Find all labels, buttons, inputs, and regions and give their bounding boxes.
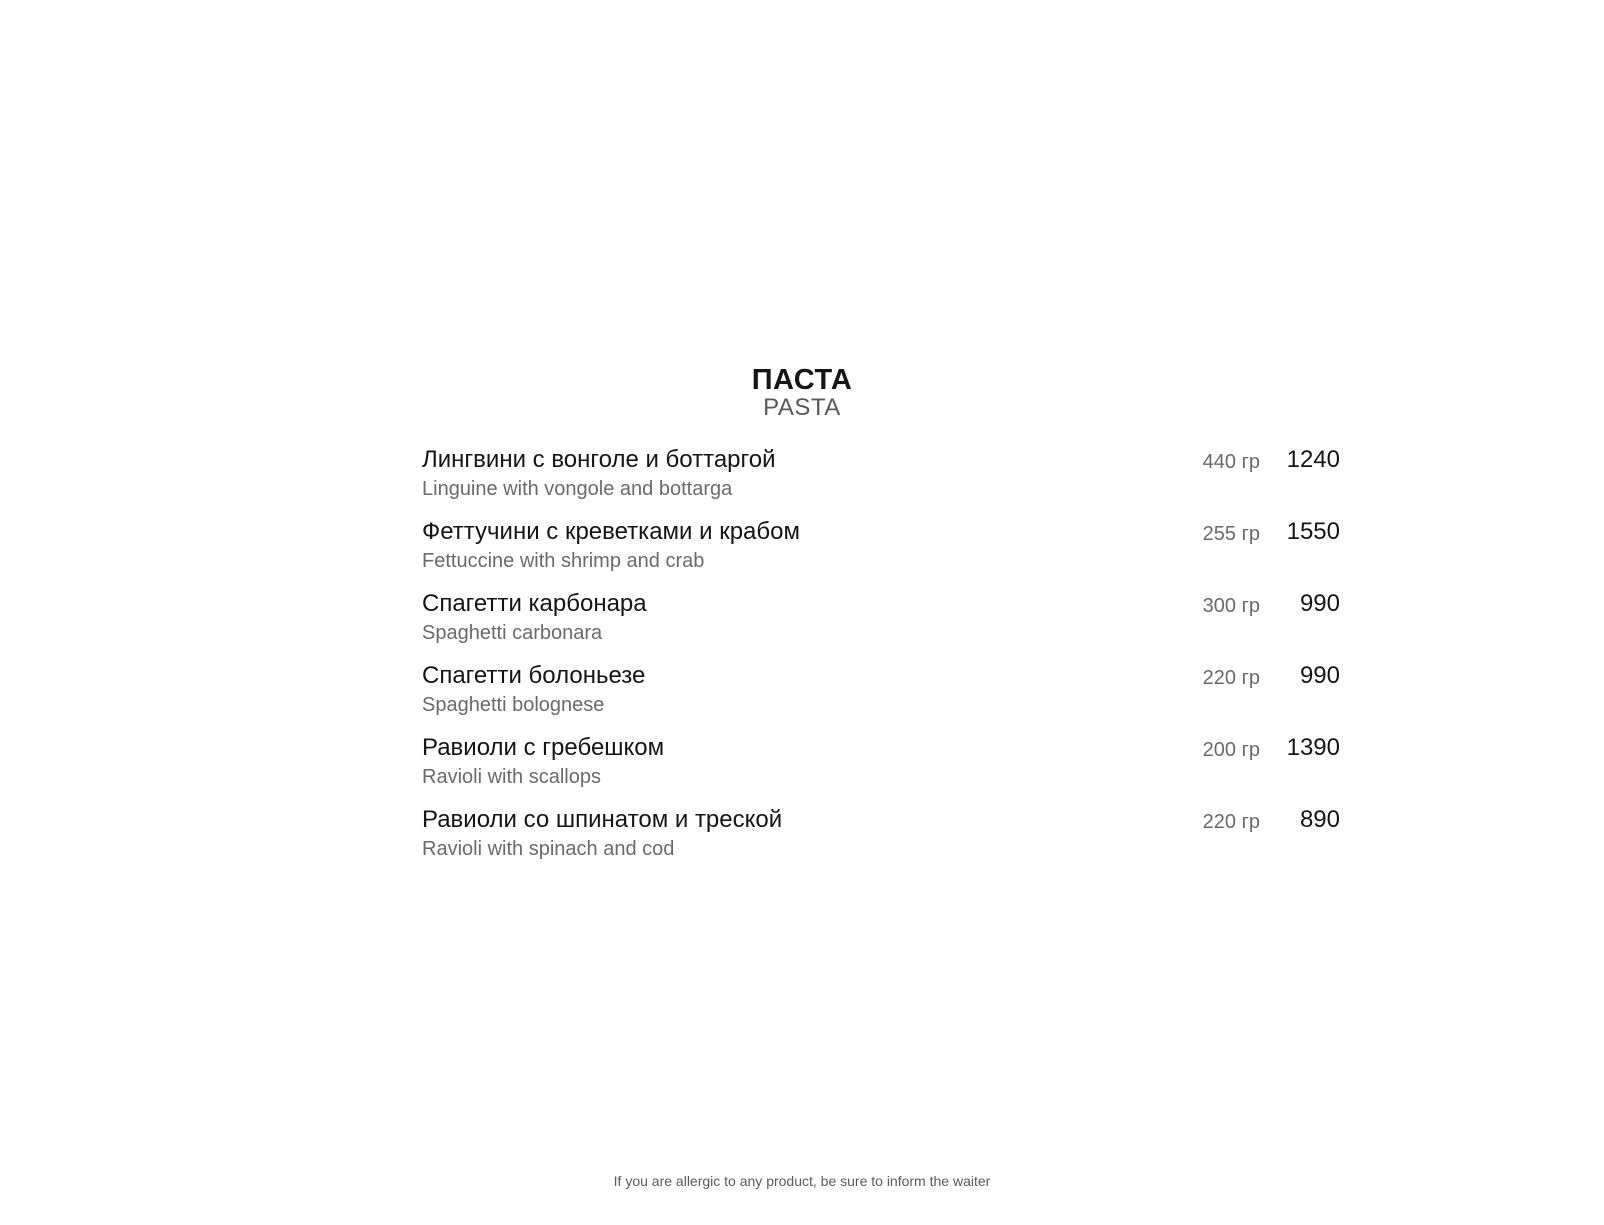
menu-item: [422, 446, 1340, 518]
item-name-en: Spaghetti carbonara: [422, 622, 603, 644]
item-price: 1550: [1286, 518, 1340, 545]
item-weight: 440 гр: [1202, 451, 1260, 473]
item-weight: 255 гр: [1202, 523, 1260, 545]
menu-item: [422, 590, 1340, 662]
section-title-ru: ПАСТА: [751, 364, 853, 396]
item-name-ru: Спагетти карбонара: [422, 590, 647, 617]
item-name-ru: Лингвини с вонголе и боттаргой: [422, 446, 776, 473]
menu-item: [422, 734, 1340, 806]
item-price: 990: [1299, 590, 1340, 617]
item-name-ru: Равиоли с гребешком: [422, 734, 665, 761]
menu-item: [422, 806, 1340, 878]
menu-item: [422, 518, 1340, 590]
item-weight: 300 гр: [1202, 595, 1260, 617]
item-name-en: Ravioli with spinach and cod: [422, 838, 675, 860]
item-weight: 220 гр: [1202, 811, 1260, 833]
item-name-en: Ravioli with scallops: [422, 766, 601, 788]
menu-items-list: [422, 446, 1340, 878]
item-name-en: Fettuccine with shrimp and crab: [422, 550, 705, 572]
item-price: 890: [1299, 806, 1340, 833]
item-price: 990: [1299, 662, 1340, 689]
item-name-en: Linguine with vongole and bottarga: [422, 478, 733, 500]
item-name-ru: Спагетти болоньезе: [422, 662, 646, 689]
item-name-en: Spaghetti bolognese: [422, 694, 605, 716]
item-name-ru: Феттучини с креветками и крабом: [422, 518, 800, 545]
item-price: 1390: [1286, 734, 1340, 761]
item-name-ru: Равиоли со шпинатом и треской: [422, 806, 783, 833]
allergy-note: If you are allergic to any product, be sure to inform the waiter: [613, 1173, 991, 1189]
section-header: [0, 364, 1604, 422]
item-price: 1240: [1286, 446, 1340, 473]
item-weight: 200 гр: [1202, 739, 1260, 761]
item-weight: 220 гр: [1202, 667, 1260, 689]
menu-item: [422, 662, 1340, 734]
section-title-en: PASTA: [763, 394, 841, 421]
